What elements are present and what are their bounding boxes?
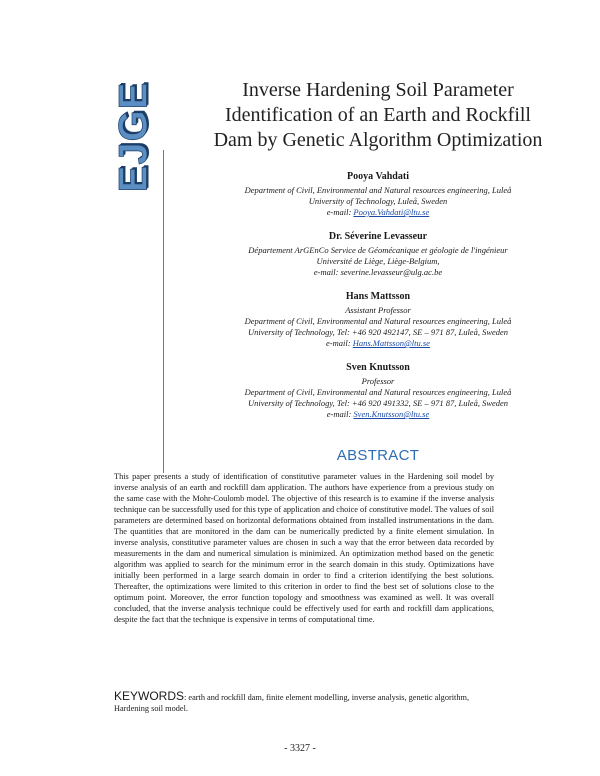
keywords: [114, 691, 494, 714]
email-link[interactable]: Hans.Mattsson@ltu.se: [352, 338, 430, 348]
abstract-body: This paper presents a study of identification of constitutive parameter values in the Hardening soil model by inverse analysis of an earth and rockfill dam application. The authors have experience from a previous study on the same case with the Mohr-Coulomb model. The objective of this research is to examine if the inverse analysis technique can be successfully used for this type of application and choice of constitutive model. The values of soil parameters are determined based on horizontal deformations obtained from installed instrumentations in the dam. The quantities that are monitored in the dam can be numerically predicted by a finite element simulation. In inverse analysis, constitutive parameter values are chosen in such a way that the error between data recorded by measurements in the dam and numerical simulation is minimized. An optimization method based on the genetic algorithm was applied to search for the minimum error in the search domain in this study. Optimizations have initially been performed in a large search domain in order to find a criterion identifying the best solutions. Thereafter, the optimizations were limited to this criterion in order to find the best set of solutions close to the optimum point. Moreover, the error function topology and smoothness was examined as well. It was overall concluded, that the inverse analysis technique could be effectively used for earth and rockfill dam applications, despite the fact that the technique is expensive in terms of computational time.: [114, 472, 494, 624]
author-block: [168, 171, 588, 218]
journal-logo: [111, 81, 156, 193]
title-line: Dam by Genetic Algorithm Optimization: [213, 129, 543, 151]
email-line: [168, 409, 588, 420]
journal-logo-text: EJGE: [111, 81, 156, 193]
accent-rule: [163, 150, 164, 473]
affiliation-line: Department of Civil, Environmental and Natural resources engineering, Luleå: [244, 387, 512, 397]
email-prefix: e-mail:: [326, 207, 354, 217]
author-block: [168, 231, 588, 278]
email-link[interactable]: Pooya.Vahdati@ltu.se: [353, 207, 430, 217]
author-role: Professor: [361, 376, 395, 386]
author-list: [168, 171, 588, 433]
affiliation-line: Université de Liège, Liège-Belgium,: [316, 256, 440, 266]
affiliation-line: University of Technology, Luleå, Sweden: [308, 196, 448, 206]
paper-title: [168, 78, 588, 153]
email-prefix: e-mail:: [326, 338, 353, 348]
email-line: [168, 267, 588, 278]
affiliation-line: Département ArGEnCo Service de Géomécanique et géologie de l'ingénieur: [248, 245, 508, 255]
page-number: - 3327 -: [284, 743, 316, 754]
keywords-text: : earth and rockfill dam, finite element modelling, inverse analysis, genetic algorithm, Hardening soil model.: [114, 693, 470, 713]
affiliation-line: Department of Civil, Environmental and Natural resources engineering, Luleå: [244, 316, 512, 326]
title-line: Inverse Hardening Soil Parameter: [242, 79, 514, 101]
keywords-label: KEYWORDS: [114, 689, 185, 703]
author-name: Sven Knutsson: [346, 362, 410, 373]
email-line: [168, 207, 588, 218]
author-block: [168, 362, 588, 420]
abstract-heading: ABSTRACT: [336, 447, 420, 464]
author-role: Assistant Professor: [345, 305, 411, 315]
title-line: Identification of an Earth and Rockfill: [224, 104, 531, 126]
email-line: [168, 338, 588, 349]
affiliation-line: University of Technology, Tel: +46 920 491332, SE – 971 87, Luleå, Sweden: [247, 398, 509, 408]
author-name: Pooya Vahdati: [347, 171, 409, 182]
email-prefix: e-mail:: [313, 267, 341, 277]
author-name: Dr. Séverine Levasseur: [328, 231, 428, 242]
affiliation-line: Department of Civil, Environmental and Natural resources engineering, Luleå: [244, 185, 512, 195]
email-text: severine.levasseur@ulg.ac.be: [340, 267, 443, 277]
affiliation-line: University of Technology, Tel: +46 920 492147, SE – 971 87, Luleå, Sweden: [247, 327, 509, 337]
email-prefix: e-mail:: [326, 409, 354, 419]
email-link[interactable]: Sven.Knutsson@ltu.se: [353, 409, 430, 419]
author-name: Hans Mattsson: [345, 291, 411, 302]
author-block: [168, 291, 588, 349]
